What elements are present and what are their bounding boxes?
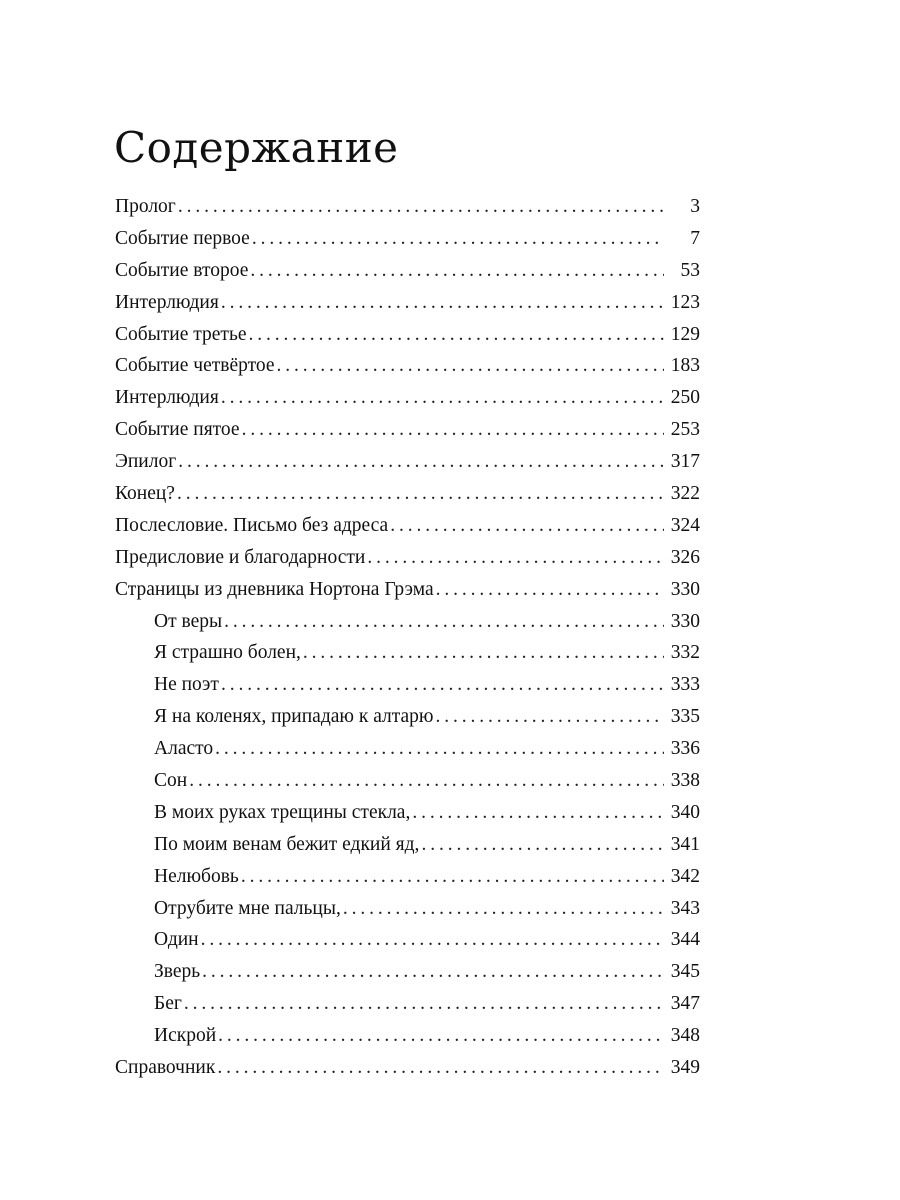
toc-entry-page-number: 253 xyxy=(670,419,700,441)
toc-entry[interactable] xyxy=(115,637,700,669)
toc-entry-page-number: 7 xyxy=(690,227,700,249)
toc-entry-title: Событие первое xyxy=(115,227,250,249)
dot-leader xyxy=(436,574,664,606)
toc-entry-title: Страницы из дневника Нортона Грэма xyxy=(115,578,434,600)
toc-entry-title: Эпилог xyxy=(115,451,177,473)
toc-entry-title: Один xyxy=(154,929,199,951)
dot-leader xyxy=(303,637,664,669)
toc-entry-title: Аласто xyxy=(154,738,214,760)
dot-leader xyxy=(184,988,664,1020)
toc-entry-title: Не поэт xyxy=(154,674,219,696)
dot-leader xyxy=(189,765,664,797)
toc-entry-page-number: 348 xyxy=(670,1025,700,1047)
toc-entry[interactable] xyxy=(115,350,700,382)
toc-entry-page-number: 340 xyxy=(670,801,700,823)
toc-entry-page-number: 345 xyxy=(670,961,700,983)
toc-entry-page-number: 347 xyxy=(670,993,700,1015)
dot-leader xyxy=(221,669,664,701)
toc-entry-page-number: 317 xyxy=(670,451,700,473)
dot-leader xyxy=(177,478,664,510)
toc-entry-title: От веры xyxy=(154,610,223,632)
toc-entry-page-number: 343 xyxy=(670,897,700,919)
dot-leader xyxy=(178,191,664,223)
page-title: Содержание xyxy=(114,123,399,172)
toc-entry[interactable] xyxy=(115,861,700,893)
dot-leader xyxy=(242,414,664,446)
toc-entry-title: Нелюбовь xyxy=(154,865,239,887)
dot-leader xyxy=(250,255,664,287)
toc-entry[interactable] xyxy=(115,414,700,446)
dot-leader xyxy=(201,924,664,956)
toc-entry-page-number: 324 xyxy=(670,514,700,536)
toc-entry-page-number: 344 xyxy=(670,929,700,951)
toc-entry-page-number: 123 xyxy=(670,291,700,313)
toc-entry[interactable] xyxy=(115,446,700,478)
toc-entry[interactable] xyxy=(115,1052,700,1084)
toc-entry-title: Зверь xyxy=(154,961,201,983)
toc-entry-title: Бег xyxy=(154,993,182,1015)
dot-leader xyxy=(343,893,664,925)
toc-entry-title: Искрой xyxy=(154,1025,217,1047)
dot-leader xyxy=(202,956,664,988)
dot-leader xyxy=(215,733,664,765)
toc-entry-title: Предисловие и благодарности xyxy=(115,546,366,568)
toc-entry-page-number: 322 xyxy=(670,483,700,505)
toc-entry[interactable] xyxy=(115,701,700,733)
toc-entry[interactable] xyxy=(115,733,700,765)
toc-entry-title: Я на коленях, припадаю к алтарю xyxy=(154,706,434,728)
toc-entry-page-number: 53 xyxy=(680,259,700,281)
toc-entry-page-number: 333 xyxy=(670,674,700,696)
toc-entry[interactable] xyxy=(115,382,700,414)
dot-leader xyxy=(221,382,664,414)
toc-entry[interactable] xyxy=(115,510,700,542)
toc-entry[interactable] xyxy=(115,287,700,319)
toc-entry-title: Послесловие. Письмо без адреса xyxy=(115,514,389,536)
toc-entry-page-number: 336 xyxy=(670,738,700,760)
toc-entry[interactable] xyxy=(115,574,700,606)
toc-entry-title: Справочник xyxy=(115,1057,216,1079)
toc-entry[interactable] xyxy=(115,797,700,829)
toc-entry-page-number: 342 xyxy=(670,865,700,887)
toc-entry-title: Пролог xyxy=(115,196,176,217)
toc-entry-title: Событие четвёртое xyxy=(115,355,275,377)
toc-entry-page-number: 3 xyxy=(690,196,700,217)
toc-entry[interactable] xyxy=(115,255,700,287)
toc-entry-page-number: 129 xyxy=(670,323,700,345)
toc-entry[interactable] xyxy=(115,988,700,1020)
dot-leader xyxy=(412,797,664,829)
toc-entry-page-number: 332 xyxy=(670,642,700,664)
toc-entry-title: Я страшно болен, xyxy=(154,642,301,664)
toc-entry[interactable] xyxy=(115,1020,700,1052)
toc-entry-title: Конец? xyxy=(115,483,175,505)
dot-leader xyxy=(178,446,664,478)
toc-entry[interactable] xyxy=(115,956,700,988)
toc-entry[interactable] xyxy=(115,829,700,861)
dot-leader xyxy=(421,829,664,861)
dot-leader xyxy=(277,350,664,382)
toc-entry-title: Событие второе xyxy=(115,259,249,281)
toc-entry-page-number: 183 xyxy=(670,355,700,377)
toc-entry[interactable] xyxy=(115,542,700,574)
dot-leader xyxy=(218,1020,664,1052)
toc-entry-page-number: 326 xyxy=(670,546,700,568)
toc-entry-title: Сон xyxy=(154,770,188,792)
toc-entry-page-number: 330 xyxy=(670,610,700,632)
dot-leader xyxy=(221,287,664,319)
dot-leader xyxy=(435,701,664,733)
table-of-contents xyxy=(115,191,700,1084)
toc-entry-title: Интерлюдия xyxy=(115,387,219,409)
toc-entry[interactable] xyxy=(115,669,700,701)
toc-entry-page-number: 250 xyxy=(670,387,700,409)
toc-entry[interactable] xyxy=(115,223,700,255)
dot-leader xyxy=(367,542,664,574)
toc-entry[interactable] xyxy=(115,319,700,351)
toc-entry-title: Отрубите мне пальцы, xyxy=(154,897,341,919)
dot-leader xyxy=(241,861,664,893)
toc-entry-page-number: 338 xyxy=(670,770,700,792)
toc-entry[interactable] xyxy=(115,924,700,956)
toc-entry[interactable] xyxy=(115,191,700,223)
toc-entry-title: По моим венам бежит едкий яд, xyxy=(154,833,420,855)
dot-leader xyxy=(390,510,664,542)
toc-entry[interactable] xyxy=(115,893,700,925)
toc-entry-page-number: 341 xyxy=(670,833,700,855)
dot-leader xyxy=(224,606,664,638)
toc-entry[interactable] xyxy=(115,478,700,510)
toc-entry-page-number: 349 xyxy=(670,1057,700,1079)
dot-leader xyxy=(252,223,664,255)
toc-entry-title: Интерлюдия xyxy=(115,291,219,313)
toc-entry[interactable] xyxy=(115,606,700,638)
toc-entry-page-number: 330 xyxy=(670,578,700,600)
dot-leader xyxy=(249,319,664,351)
toc-entry[interactable] xyxy=(115,765,700,797)
toc-entry-page-number: 335 xyxy=(670,706,700,728)
dot-leader xyxy=(217,1052,664,1084)
toc-entry-title: В моих руках трещины стекла, xyxy=(154,801,411,823)
toc-entry-title: Событие третье xyxy=(115,323,247,345)
toc-entry-title: Событие пятое xyxy=(115,419,240,441)
